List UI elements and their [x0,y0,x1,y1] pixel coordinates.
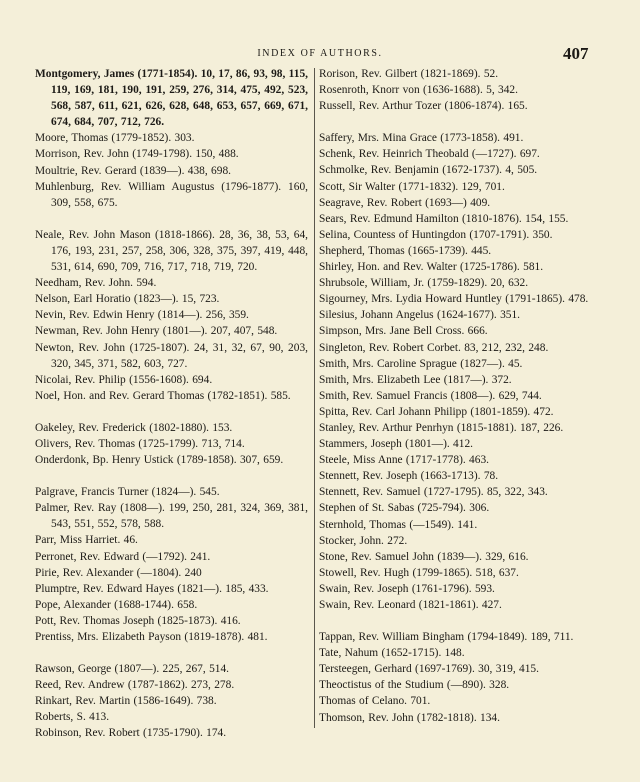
index-entry: Shrubsole, William, Jr. (1759-1829). 20, 632. [319,277,529,290]
index-entry: Pope, Alexander (1688-1744). 658. [35,598,198,611]
index-entry: Steele, Miss Anne (1717-1778). 463. [319,454,489,467]
index-entry: Oakeley, Rev. Frederick (1802-1880). 153. [35,421,233,434]
index-entry: Schmolke, Rev. Benjamin (1672-1737). 4, 505. [319,164,538,177]
index-entry: Tate, Nahum (1652-1715). 148. [319,647,465,660]
index-entry: Selina, Countess of Huntingdon (1707-1791). 350. [319,228,553,241]
index-entry: Saffery, Mrs. Mina Grace (1773-1858). 491. [319,132,524,145]
index-entry: Sears, Rev. Edmund Hamilton (1810-1876). 154, 155. [319,212,569,225]
index-entry: Smith, Rev. Samuel Francis (1808—). 629, 744. [319,389,542,402]
running-head: INDEX OF AUTHORS. [257,48,383,59]
index-entry: Onderdonk, Bp. Henry Ustick (1789-1858). 307, 659. [35,454,284,467]
index-entry: Prentiss, Mrs. Elizabeth Payson (1819-1878). 481. [35,631,268,643]
index-entry: Swain, Rev. Leonard (1821-1861). 427. [319,599,502,611]
index-entry: Pott, Rev. Thomas Joseph (1825-1873). 416. [35,614,241,627]
index-entry: Shepherd, Thomas (1665-1739). 445. [319,244,492,257]
index-entry: Palgrave, Francis Turner (1824—). 545. [35,486,220,499]
section-gap [35,211,308,227]
index-entry: Palmer, Rev. Ray (1808—). 199, 250, 281, 324, 369, 381, 543, 551, 552, 578, 588. [35,502,308,531]
index-entry: Swain, Rev. Joseph (1761-1796). 593. [319,582,495,595]
index-entry: Thomas of Celano. 701. [319,695,431,708]
index-entry: Morrison, Rev. John (1749-1798). 150, 488. [35,148,239,161]
index-entry: Neale, Rev. John Mason (1818-1866). 28, 36, 38, 53, 64, 176, 193, 231, 257, 258, 306, 328, 375, 397, 419, 448, 531, 614, 690, 709, 716, 717, 718, 719, 720. [35,228,308,274]
index-entry: Theoctistus of the Studium (—890). 328. [319,679,510,692]
index-entry: Stowell, Rev. Hugh (1799-1865). 518, 637. [319,566,519,579]
index-entry: Stennett, Rev. Samuel (1727-1795). 85, 322, 343. [319,486,548,499]
index-entry: Muhlenburg, Rev. William Augustus (1796-1877). 160, 309, 558, 675. [35,180,308,209]
index-entry: Rinkart, Rev. Martin (1586-1649). 738. [35,695,217,708]
index-entry: Montgomery, James (1771-1854). 10, 17, 86, 93, 98, 115, 119, 169, 181, 190, 191, 259, 276, 314, 475, 492, 523, 568, 587, 611, 621, 626, 628, 648, 653, 657, 669, 671, 674, 684, 707, 712, 726. [35,68,308,129]
page-number: 407 [563,44,589,63]
index-entry: Stocker, John. 272. [319,534,408,547]
index-entry: Schenk, Rev. Heinrich Theobald (—1727). 697. [319,148,540,161]
index-entry: Needham, Rev. John. 594. [35,277,157,290]
index-entry: Nevin, Rev. Edwin Henry (1814—). 256, 359. [35,309,249,322]
index-entry: Stone, Rev. Samuel John (1839—). 329, 616. [319,550,529,563]
index-entry: Sternhold, Thomas (—1549). 141. [319,518,478,531]
index-entry: Shirley, Hon. and Rev. Walter (1725-1786). 581. [319,261,544,274]
index-entry: Smith, Mrs. Elizabeth Lee (1817—). 372. [319,373,512,386]
index-entry: Singleton, Rev. Robert Corbet. 83, 212, 232, 248. [319,341,549,354]
index-entry: Moore, Thomas (1779-1852). 303. [35,132,195,145]
index-entry: Nelson, Earl Horatio (1823—). 15, 723. [35,293,220,306]
index-entry: Tappan, Rev. William Bingham (1794-1849). 189, 711. [319,631,574,644]
index-entry: Stanley, Rev. Arthur Penrhyn (1815-1881). 187, 226. [319,421,564,434]
index-entry: Nicolai, Rev. Philip (1556-1608). 694. [35,373,213,386]
index-entry: Newman, Rev. John Henry (1801—). 207, 407, 548. [35,325,278,338]
index-entry: Olivers, Rev. Thomas (1725-1799). 713, 714. [35,437,245,450]
index-entry: Plumptre, Rev. Edward Hayes (1821—). 185, 433. [35,582,269,595]
right-column [319,66,597,726]
section-gap [319,114,597,130]
left-column [35,66,308,742]
index-entry: Stennett, Rev. Joseph (1663-1713). 78. [319,470,499,483]
index-entry: Simpson, Mrs. Jane Bell Cross. 666. [319,325,488,338]
index-entry: Rorison, Rev. Gilbert (1821-1869). 52. [319,68,499,80]
section-gap [35,404,308,420]
section-gap [35,645,308,661]
index-entry: Thomson, Rev. John (1782-1818). 134. [319,711,500,724]
index-entry: Newton, Rev. John (1725-1807). 24, 31, 32, 67, 90, 203, 320, 345, 371, 582, 603, 727. [35,341,308,370]
index-entry: Silesius, Johann Angelus (1624-1677). 351. [319,309,521,322]
index-entry: Scott, Sir Walter (1771-1832). 129, 701. [319,180,505,193]
index-entry: Reed, Rev. Andrew (1787-1862). 273, 278. [35,679,235,692]
index-entry: Moultrie, Rev. Gerard (1839—). 438, 698. [35,164,231,177]
index-entry: Stephen of St. Sabas (725-794). 306. [319,502,490,515]
index-entry: Seagrave, Rev. Robert (1693—) 409. [319,196,491,209]
index-entry: Stammers, Joseph (1801—). 412. [319,438,473,451]
index-entry: Spitta, Rev. Carl Johann Philipp (1801-1859). 472. [319,405,554,418]
index-entry: Russell, Rev. Arthur Tozer (1806-1874). 165. [319,100,528,113]
section-gap [319,613,597,629]
index-entry: Rawson, George (1807—). 225, 267, 514. [35,663,230,676]
index-entry: Roberts, S. 413. [35,711,110,724]
index-entry: Rosenroth, Knorr von (1636-1688). 5, 342. [319,84,518,97]
section-gap [35,468,308,484]
index-entry: Smith, Mrs. Caroline Sprague (1827—). 45. [319,357,523,370]
index-entry: Noel, Hon. and Rev. Gerard Thomas (1782-1851). 585. [35,389,291,402]
index-entry: Parr, Miss Harriet. 46. [35,534,138,547]
index-entry: Perronet, Rev. Edward (—1792). 241. [35,550,211,563]
index-entry: Tersteegen, Gerhard (1697-1769). 30, 319, 415. [319,663,539,676]
index-entry: Robinson, Rev. Robert (1735-1790). 174. [35,727,227,740]
index-entry: Sigourney, Mrs. Lydia Howard Huntley (1791-1865). 478. [319,293,589,306]
index-entry: Pirie, Rev. Alexander (—1804). 240 [35,566,202,579]
column-divider [314,68,315,728]
